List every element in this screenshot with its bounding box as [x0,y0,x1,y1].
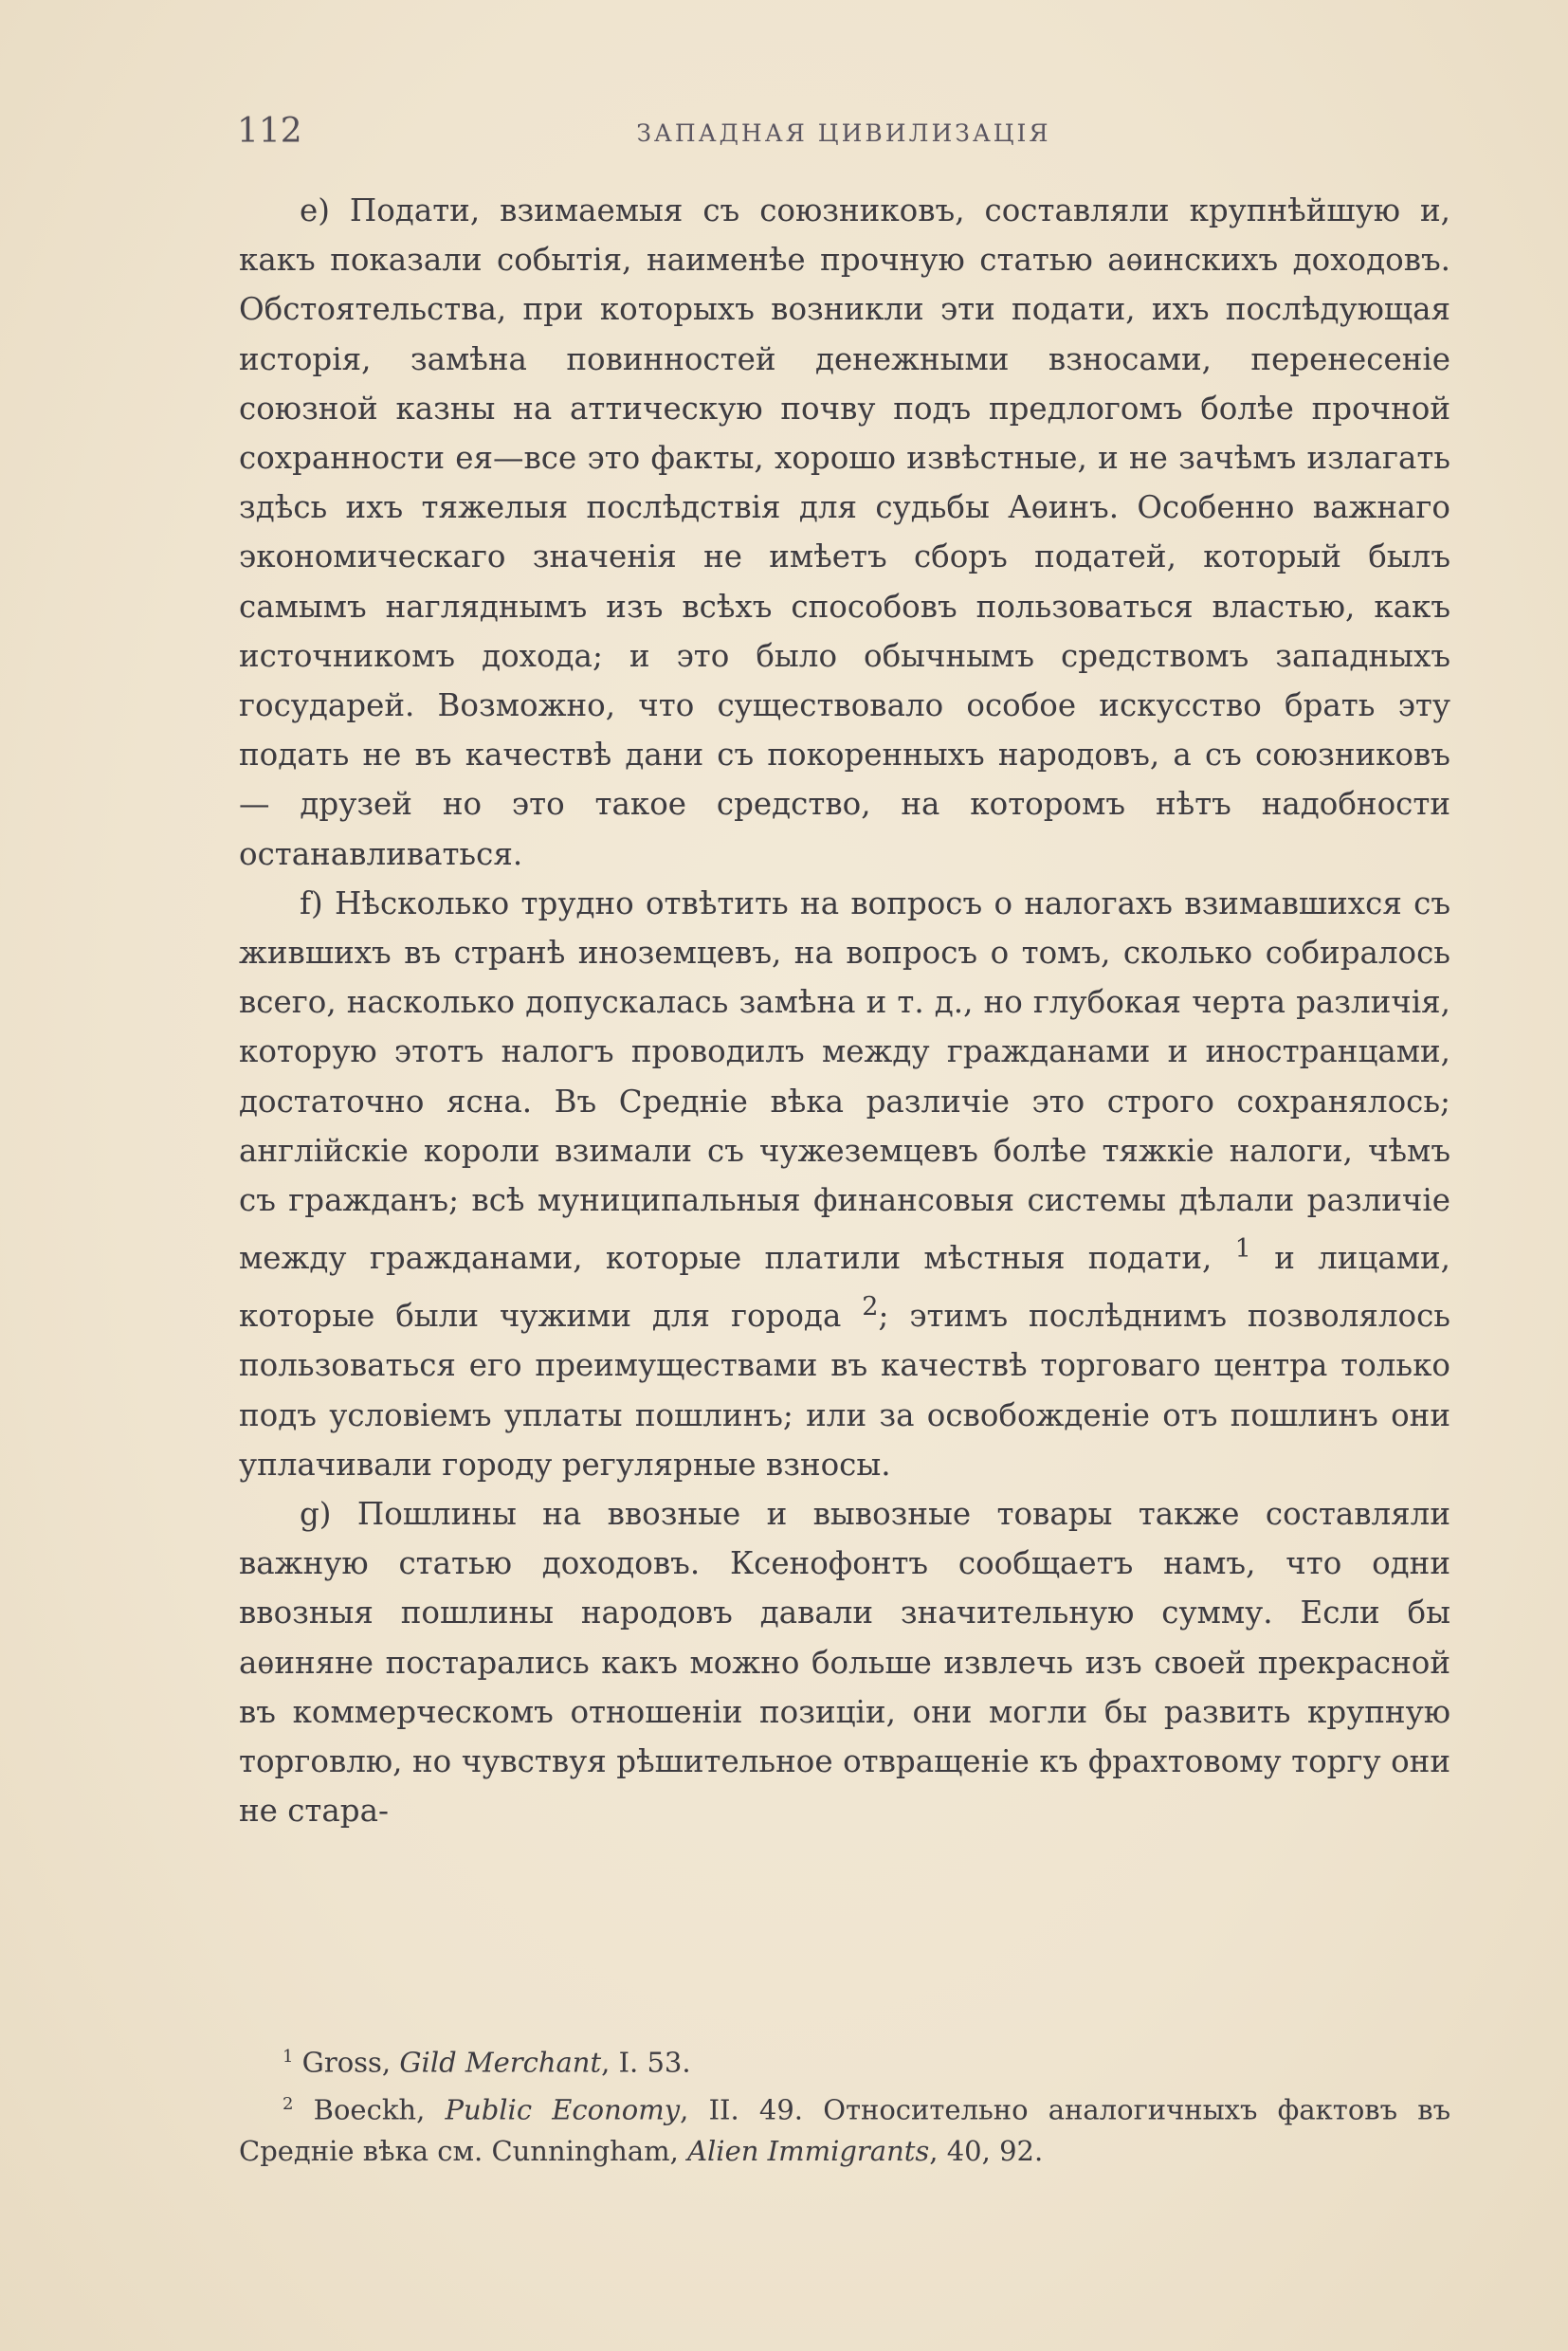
footnote-rest: , II. 49. Относительно аналогичныхъ фактовъ въ Средніе вѣка см. Cunningham, [239,2093,1451,2168]
paragraph-text: ; этимъ послѣднимъ позволялось пользоваться его преимуществами въ качествѣ торговаго центра только подъ условіемъ уплаты пошлинъ; или за освобожденіе отъ пошлинъ они уплачивали городу регулярные взносы. [239,1298,1450,1483]
paragraph-text: e) Подати, взимаемыя съ союзниковъ, составляли крупнѣйшую и, какъ показали событія, наименѣе прочную статью аѳинскихъ доходовъ. Обстоятельства, при которыхъ возникли эти подати, ихъ послѣдующая исторія, замѣна повинностей денежными взносами, перенесеніе союзной казны на аттическую почву подъ предлогомъ болѣе прочной сохранности ея—все это факты, хорошо извѣстные, и не зачѣмъ излагать здѣсь ихъ тяжелыя послѣдствія для судьбы Аѳинъ. Особенно важнаго экономическаго значенія не имѣетъ сборъ податей, который былъ самымъ нагляднымъ изъ всѣхъ способовъ пользоваться властью, какъ источникомъ дохода; и это было обычнымъ средствомъ западныхъ государей. Возможно, что существовало особое искусство брать эту подать не въ качествѣ дани съ покоренныхъ народовъ, а съ союзниковъ — друзей но это такое средство, на которомъ нѣтъ надобности останавливаться. [239,192,1450,872]
footnote-author: Boeckh, [313,2093,426,2126]
footnote-author: Gross, [301,2046,392,2079]
paragraph-text: g) Пошлины на ввозные и вывозные товары также составляли важную статью доходовъ. Ксенофонтъ сообщаетъ намъ, что одни ввозныя пошлины народовъ давали значительную сумму. Если бы аѳиняне постарались какъ можно больше извлечь изъ своей прекрасной въ коммерческомъ отношеніи позиціи, они могли бы развить крупную торговлю, но чувствуя рѣшительное отвращеніе къ фрахтовому торгу они не стара- [239,1495,1450,1830]
footnote-rest: , I. 53. [601,2046,691,2079]
page-header [237,112,1450,154]
footnotes [239,2036,1450,2172]
footnote-title: Gild Merchant [399,2046,602,2079]
body-text [239,186,1450,1835]
page-number: 112 [237,112,302,151]
paragraph-e [239,186,1450,879]
footnote-rest-2: , 40, 92. [929,2135,1044,2168]
footnote-title: Public Economy [445,2093,681,2126]
footnote-1 [239,2036,1450,2084]
footnote-2 [239,2084,1450,2173]
footnote-marker: 1 [283,2047,294,2067]
paragraph-text: f) Нѣсколько трудно отвѣтить на вопросъ о налогахъ взимавшихся съ жившихъ въ странѣ иноземцевъ, на вопросъ о томъ, сколько собиралось всего, насколько допускалась замѣна и т. д., но глубокая черта различія, которую этотъ налогъ проводилъ между гражданами и иностранцами, достаточно ясна. Въ Средніе вѣка различіе это строго сохранялось; англійскіе короли взимали съ чужеземцевъ болѣе тяжкіе налоги, чѣмъ съ гражданъ; всѣ муниципальныя финансовыя системы дѣлали различіе между гражданами, которые платили мѣстныя подати, [239,884,1450,1277]
paragraph-f [239,879,1450,1489]
running-title: ЗАПАДНАЯ ЦИВИЛИЗАЦІЯ [636,119,1051,147]
footnote-marker: 2 [283,2093,294,2114]
paragraph-text: и лицами, которые были чужими для города [239,1240,1450,1335]
footnote-ref[interactable]: 2 [862,1292,879,1322]
paragraph-g [239,1489,1450,1835]
footnote-ref[interactable]: 1 [1234,1234,1251,1265]
footnote-title-2: Alien Immigrants [687,2135,930,2168]
